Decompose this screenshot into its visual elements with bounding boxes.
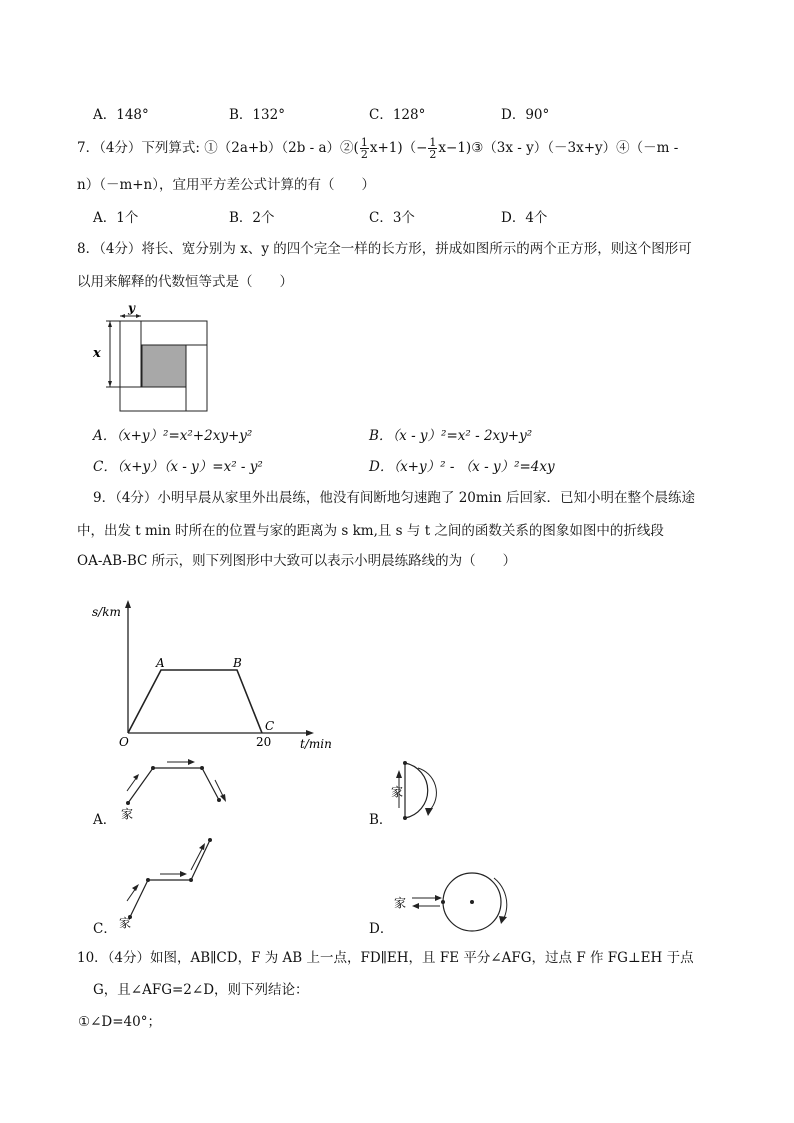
q7-term-2: x−1)	[438, 140, 472, 156]
q8-rect-bottom	[120, 387, 186, 411]
q7-option-b: B．2个	[229, 210, 275, 226]
q9-s-axis-arrow	[125, 600, 131, 608]
q9-c-dot-1	[146, 878, 150, 882]
q9-x-axis-label: t/min	[300, 737, 332, 751]
q6-option-c: C．128°	[369, 107, 426, 123]
q9-c-home-label: 家	[119, 916, 132, 930]
q9-a-arrowhead-1	[133, 774, 139, 780]
q9-d-arrowhead-back	[412, 903, 419, 909]
q9-a-dot-2	[200, 766, 204, 770]
q9-option-a-route	[115, 758, 230, 828]
q9-b-dot-top	[403, 761, 407, 765]
q7-term-1: x+1)（	[369, 140, 417, 156]
q8-x-arrow-top	[108, 321, 112, 327]
q8-option-c: C．（x+y）（x - y）=x² - y²	[93, 459, 263, 475]
q9-option-d-label: D．	[369, 921, 394, 937]
q9-graph-line	[128, 670, 262, 733]
q7-suffix: ③（3x - y）（－3x+y）④（－m -	[471, 140, 679, 156]
q9-c-dot-2	[189, 878, 193, 882]
q7-option-c: C．3个	[369, 210, 415, 226]
q7-frac1-den: 2	[360, 148, 368, 161]
q6-option-d: D．90°	[501, 107, 550, 123]
q9-t-axis-arrow	[306, 730, 314, 736]
q7-prefix: 7．（4分）下列算式: ①（2a+b）（2b - a）②	[77, 140, 354, 156]
q8-x-label: x	[93, 346, 101, 361]
q9-a-dot-3	[217, 798, 221, 802]
q8-option-a: A．（x+y）²=x²+2xy+y²	[93, 428, 253, 444]
q7-fraction-2	[428, 137, 437, 160]
q8-line2: 以用来解释的代数恒等式是（ ）	[77, 274, 293, 290]
q8-option-b: B．（x - y）²=x² - 2xy+y²	[369, 428, 533, 444]
q10-line1: 10．（4分）如图，AB∥CD，F 为 AB 上一点，FD∥EH，且 FE 平分∠AFG，过点 F 作 FG⊥EH 于点	[77, 950, 694, 966]
q6-option-b: B．132°	[229, 107, 285, 123]
q7-frac1-num: 1	[360, 136, 368, 149]
q7-option-a: A．1个	[93, 210, 139, 226]
q9-point-o: O	[119, 735, 129, 749]
q9-option-d-route	[392, 868, 512, 933]
q9-option-b-route	[388, 758, 448, 823]
q9-d-home-label: 家	[394, 896, 407, 910]
q7-frac2-num: 1	[429, 136, 437, 149]
q9-c-arrowhead-2	[180, 871, 187, 877]
q9-y-axis-label: s/km	[92, 605, 121, 619]
q9-option-c-route	[115, 835, 225, 930]
q9-d-arrowhead-out	[435, 895, 442, 901]
q8-y-arrow-right	[136, 314, 141, 318]
q9-option-c-label: C．	[93, 921, 117, 937]
q9-line2: 中，出发 t min 时所在的位置与家的距离为 s km,且 s 与 t 之间的函数关系的图象如图中的折线段	[77, 523, 664, 539]
q9-c-arrowhead-3	[199, 843, 205, 850]
q9-a-arrowhead-2	[188, 759, 195, 765]
q9-point-c: C	[265, 719, 275, 733]
q8-y-arrow-left	[120, 314, 125, 318]
q9-c-dot-3	[208, 838, 212, 842]
q9-point-b: B	[233, 656, 242, 670]
q9-option-a-label: A．	[93, 812, 117, 828]
q7-line2: n）（－m+n），宜用平方差公式计算的有（ ）	[77, 177, 376, 193]
q9-line3: OA-AB-BC 所示，则下列图形中大致可以表示小明晨练路线的为（ ）	[77, 553, 517, 569]
q9-option-b-label: B．	[369, 812, 393, 828]
q9-c-path	[130, 840, 210, 917]
q9-a-arrow-1	[127, 777, 137, 791]
q10-line2: G，且∠AFG=2∠D，则下列结论：	[93, 982, 309, 998]
q9-d-start-dot	[441, 900, 445, 904]
q9-distance-time-graph	[90, 598, 350, 753]
q9-b-home-label: 家	[391, 785, 404, 799]
q8-rect-right	[186, 345, 207, 411]
q8-square-figure	[90, 301, 215, 415]
q7-paren-open: (	[353, 140, 359, 156]
q9-a-home-dot	[126, 801, 130, 805]
q9-b-arrowhead-outer	[425, 808, 433, 816]
q8-line1: 8．（4分）将长、宽分别为 x、y 的四个完全一样的长方形，拼成如图所示的两个正方形，则这个图形可	[77, 241, 692, 257]
q8-x-arrow-bottom	[108, 381, 112, 387]
q9-b-arrowhead-up	[396, 770, 402, 778]
q6-option-a: A．148°	[93, 107, 149, 123]
q7-frac2-den: 2	[429, 148, 437, 161]
q9-line1: 9．（4分）小明早晨从家里外出晨练，他没有间断地匀速跑了 20min 后回家．已知小明在整个晨练途	[93, 490, 696, 506]
q8-y-label: y	[128, 301, 135, 315]
q7-stem	[77, 136, 678, 160]
q9-point-a: A	[156, 656, 165, 670]
q8-option-d: D．（x+y）² - （x - y）²=4xy	[369, 459, 555, 475]
q9-x-tick-20: 20	[256, 735, 272, 749]
q9-b-dot-bottom	[403, 816, 407, 820]
q9-a-arrowhead-3	[220, 794, 226, 802]
q9-a-path	[128, 768, 219, 803]
q9-d-arrowhead-outer	[499, 916, 507, 924]
q8-inner-square	[142, 345, 186, 387]
q9-a-dot-1	[151, 766, 155, 770]
q10-line3: ①∠D=40°；	[78, 1014, 161, 1030]
q8-rect-left	[120, 321, 141, 387]
q9-d-center-dot	[470, 900, 474, 904]
q9-c-arrowhead-1	[132, 884, 139, 891]
q7-option-d: D．4个	[501, 210, 548, 226]
q7-fraction-1	[360, 137, 369, 160]
q8-rect-top	[141, 321, 207, 345]
q7-minus: −	[416, 140, 428, 156]
q9-a-home-label: 家	[121, 807, 134, 821]
